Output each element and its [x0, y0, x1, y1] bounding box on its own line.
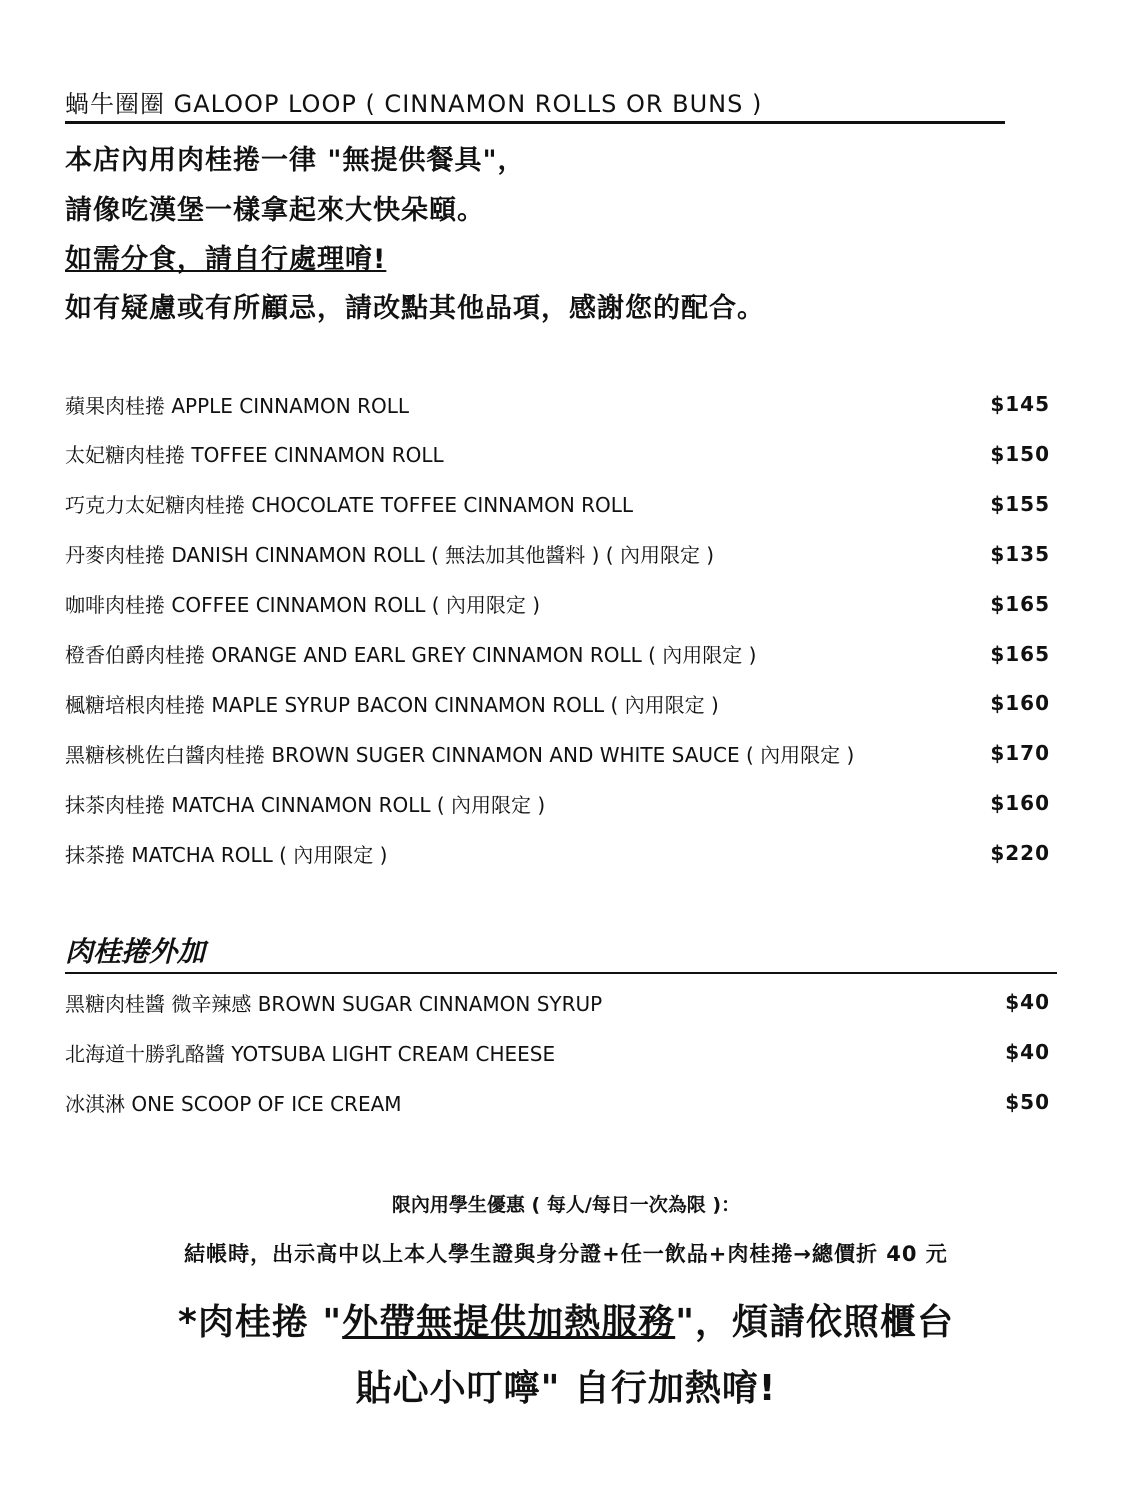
takeout-prefix: *肉桂捲 " — [178, 1302, 343, 1343]
item-price: $145 — [990, 392, 1050, 416]
item-name: 蘋果肉桂捲 APPLE CINNAMON ROLL — [65, 393, 410, 418]
menu-item — [65, 539, 1050, 569]
addon-item — [65, 1037, 1050, 1067]
note-line: 如需分食，請自行處理唷! — [65, 244, 387, 275]
student-discount-detail: 結帳時，出示高中以上本人學生證與身分證+任一飲品+肉桂捲→總價折 40 元 — [184, 1242, 948, 1266]
note-line: 如有疑慮或有所顧忌，請改點其他品項，感謝您的配合。 — [65, 293, 765, 324]
takeout-suffix: "，煩請依照櫃台 — [675, 1302, 954, 1343]
menu-item — [65, 389, 1050, 419]
item-name: 巧克力太妃糖肉桂捲 CHOCOLATE TOFFEE CINNAMON ROLL — [65, 493, 634, 518]
menu-item — [65, 738, 1050, 768]
item-price: $40 — [1005, 1040, 1050, 1064]
item-name: 楓糖培根肉桂捲 MAPLE SYRUP BACON CINNAMON ROLL ( 內用限定 ) — [65, 692, 719, 717]
addon-item — [65, 1087, 1050, 1117]
item-name: 太妃糖肉桂捲 TOFFEE CINNAMON ROLL — [65, 443, 444, 468]
addon-item — [65, 987, 1050, 1017]
menu-title: 蝸牛圈圈 GALOOP LOOP ( CINNAMON ROLLS OR BUNS ) — [65, 84, 1005, 124]
item-price: $160 — [990, 691, 1050, 716]
item-name: 北海道十勝乳酪醬 YOTSUBA LIGHT CREAM CHEESE — [65, 1041, 556, 1066]
item-price: $40 — [1005, 990, 1050, 1014]
student-discount-title: 限內用學生優惠 ( 每人/每日一次為限 )： — [391, 1194, 741, 1216]
item-price: $165 — [990, 591, 1050, 616]
item-price: $165 — [990, 641, 1050, 666]
menu-item — [65, 439, 1050, 469]
menu-item — [65, 838, 1050, 868]
item-price: $135 — [990, 541, 1050, 566]
item-price: $150 — [990, 441, 1050, 466]
item-price: $160 — [990, 791, 1050, 816]
menu-item — [65, 688, 1050, 718]
takeout-notice — [0, 1294, 1132, 1345]
item-name: 抹茶捲 MATCHA ROLL ( 內用限定 ) — [65, 842, 388, 867]
menu-item — [65, 589, 1050, 619]
takeout-underlined: 外帶無提供加熱服務 — [342, 1302, 676, 1343]
note-line: 本店內用肉桂捲一律 "無提供餐具"， — [65, 145, 526, 176]
item-price: $155 — [990, 491, 1050, 516]
item-name: 橙香伯爵肉桂捲 ORANGE AND EARL GREY CINNAMON ROLL ( 內用限定 ) — [65, 643, 757, 667]
item-name: 咖啡肉桂捲 COFFEE CINNAMON ROLL ( 內用限定 ) — [65, 593, 541, 618]
item-price: $170 — [990, 741, 1050, 766]
item-price: $50 — [1005, 1090, 1050, 1114]
takeout-notice-line2: 貼心小叮嚀" 自行加熱唷! — [355, 1368, 777, 1409]
item-name: 冰淇淋 ONE SCOOP OF ICE CREAM — [65, 1091, 402, 1116]
note-line: 請像吃漢堡一樣拿起來大快朵頤。 — [65, 195, 485, 226]
menu-item — [65, 788, 1050, 818]
item-name: 丹麥肉桂捲 DANISH CINNAMON ROLL ( 無法加其他醬料 ) ( 內用限定 ) — [65, 543, 715, 568]
menu-item — [65, 639, 1050, 669]
item-name: 黑糖肉桂醬 微辛辣感 BROWN SUGAR CINNAMON SYRUP — [65, 991, 603, 1016]
item-name: 抹茶肉桂捲 MATCHA CINNAMON ROLL ( 內用限定 ) — [65, 792, 546, 817]
item-price: $220 — [990, 841, 1050, 866]
menu-item — [65, 489, 1050, 519]
item-name: 黑糖核桃佐白醬肉桂捲 BROWN SUGER CINNAMON AND WHITE SAUCE ( 內用限定 ) — [65, 742, 855, 767]
addons-heading: 肉桂捲外加 — [65, 930, 1057, 974]
